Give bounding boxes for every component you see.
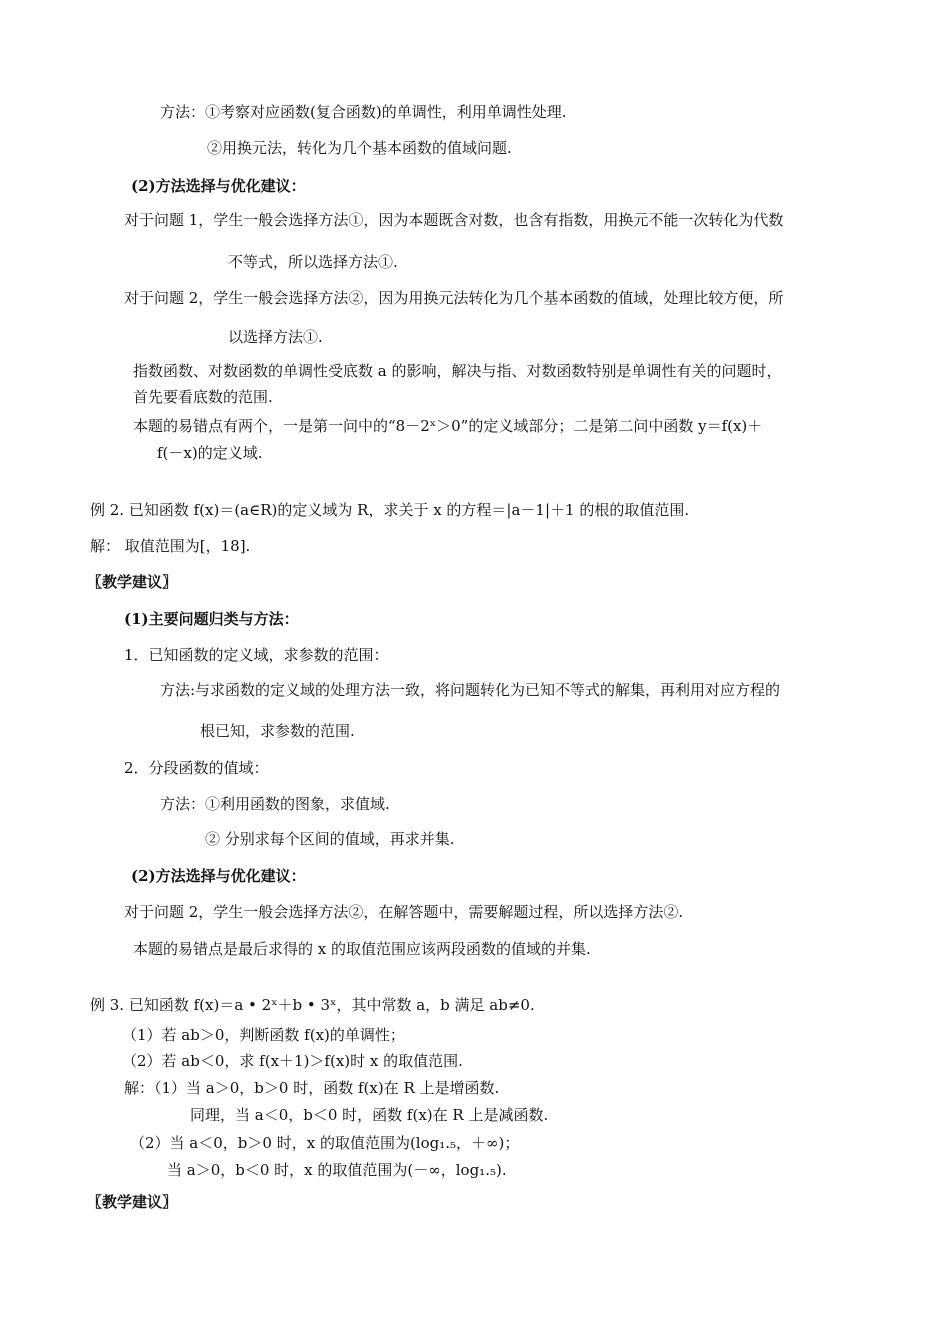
- method-line: 根已知，求参数的范围.: [200, 722, 355, 740]
- paragraph-line: 以选择方法①.: [228, 328, 323, 346]
- paragraph-line: 对于问题 1，学生一般会选择方法①，因为本题既含对数，也含有指数，用换元不能一次转化为代数: [124, 211, 784, 229]
- solution-line: 当 a＞0，b＜0 时，x 的取值范围为(－∞，log₁.₅).: [167, 1161, 507, 1179]
- solution-line: 解：（1）当 a＞0，b＞0 时，函数 f(x)在 R 上是增函数.: [124, 1079, 500, 1097]
- solution-line: 解： 取值范围为[，18].: [90, 537, 251, 555]
- section-heading: (1)主要问题归类与方法：: [124, 610, 299, 628]
- method-line: ② 分别求每个区间的值域，再求并集.: [205, 830, 455, 848]
- paragraph-line: 首先要看底数的范围.: [133, 388, 273, 406]
- paragraph-line: 对于问题 2，学生一般会选择方法②，在解答题中，需要解题过程，所以选择方法②.: [124, 903, 684, 921]
- method-line: ②用换元法，转化为几个基本函数的值域问题.: [207, 139, 512, 157]
- paragraph-line: 指数函数、对数函数的单调性受底数 a 的影响，解决与指、对数函数特别是单调性有关的问题时，: [133, 362, 782, 380]
- question-line: （2）若 ab＜0，求 f(x＋1)＞f(x)时 x 的取值范围.: [122, 1052, 463, 1070]
- example-2-title: 例 2. 已知函数 f(x)＝(a∈R)的定义域为 R，求关于 x 的方程＝|a－1|＋1 的根的取值范围.: [90, 501, 690, 519]
- section-heading: (2)方法选择与优化建议：: [131, 177, 306, 195]
- solution-line: 同理，当 a＜0，b＜0 时，函数 f(x)在 R 上是减函数.: [190, 1106, 549, 1124]
- paragraph-line: f(－x)的定义域.: [157, 444, 263, 462]
- teaching-suggestion-heading: 〖教学建议〗: [87, 1193, 178, 1211]
- method-line: 方法：①利用函数的图象，求值域.: [160, 795, 390, 813]
- example-3-title: 例 3. 已知函数 f(x)＝a • 2ˣ＋b • 3ˣ，其中常数 a，b 满足 ab≠0.: [90, 996, 535, 1014]
- list-item: 1．已知函数的定义域，求参数的范围：: [124, 646, 389, 664]
- paragraph-line: 不等式，所以选择方法①.: [228, 253, 398, 271]
- method-line: 方法:与求函数的定义域的处理方法一致，将问题转化为已知不等式的解集，再利用对应方程的: [160, 681, 781, 699]
- paragraph-line: 本题的易错点是最后求得的 x 的取值范围应该两段函数的值域的并集.: [133, 940, 591, 958]
- paragraph-line: 对于问题 2，学生一般会选择方法②，因为用换元法转化为几个基本函数的值域，处理比较方便，所: [124, 289, 784, 307]
- method-line: 方法：①考察对应函数(复合函数)的单调性，利用单调性处理.: [160, 103, 567, 121]
- list-item: 2．分段函数的值域：: [124, 759, 269, 777]
- solution-line: （2）当 a＜0，b＞0 时，x 的取值范围为(log₁.₅，＋∞)；: [130, 1134, 520, 1152]
- teaching-suggestion-heading: 〖教学建议〗: [87, 573, 178, 591]
- section-heading: (2)方法选择与优化建议：: [131, 867, 306, 885]
- question-line: （1）若 ab＞0，判断函数 f(x)的单调性；: [122, 1026, 405, 1044]
- paragraph-line: 本题的易错点有两个，一是第一问中的“8－2ˣ＞0”的定义域部分；二是第二问中函数 y＝f(x)＋: [133, 417, 763, 435]
